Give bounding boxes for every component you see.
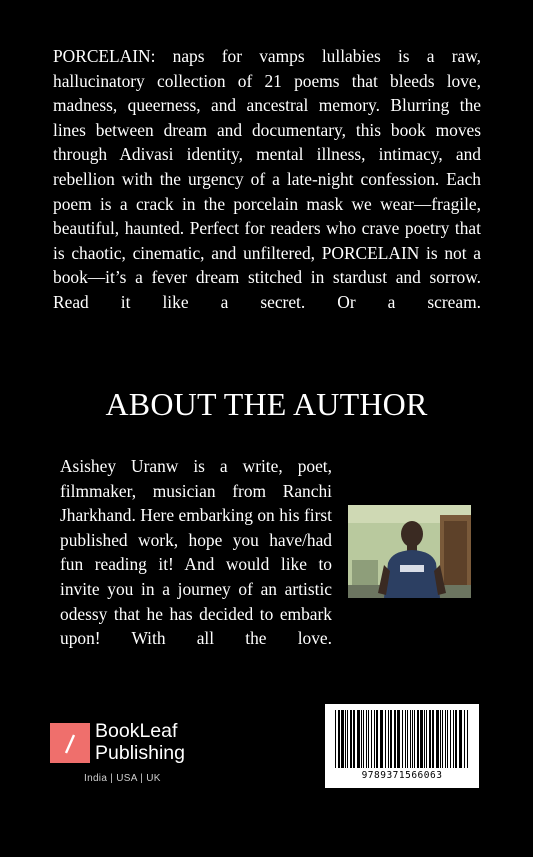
book-blurb: PORCELAIN: naps for vamps lullabies is a raw, hallucinatory collection of 21 poems that bleeds love, madness, queerness, and ancestral memory. Blurring the lines between dream and documentary, this book moves through Adivasi identity, mental illness, intimacy, and rebellion with the urgency of a late-night confession. Each poem is a crack in the porcelain mask we wear—fragile, beautiful, haunted. Perfect for readers who crave poetry that is chaotic, cinematic, and unfiltered, PORCELAIN is not a book—it’s a fever dream stitched in stardust and sorrow. Read it like a secret. Or a scream. [53,46,481,312]
publisher-name [95,720,185,764]
publisher-slash-icon [50,723,90,763]
isbn-number: 9789371566063 [361,770,443,781]
publisher-name-line1: BookLeaf [95,720,178,742]
author-bio: Asishey Uranw is a write, poet, filmmaker, musician from Ranchi Jharkhand. Here embarking on his first published work, hope you have/had fun reading it! And would like to invite you in a journey of an artistic odessy that he has decided to embark upon! With all the love. [60,456,332,649]
publisher-regions: India | USA | UK [84,773,161,784]
author-photo [348,505,471,598]
publisher-logo [50,717,250,789]
about-author-heading: ABOUT THE AUTHOR [105,386,428,422]
isbn-barcode [325,704,479,788]
publisher-name-line2: Publishing [95,742,185,764]
barcode-icon [333,710,471,768]
